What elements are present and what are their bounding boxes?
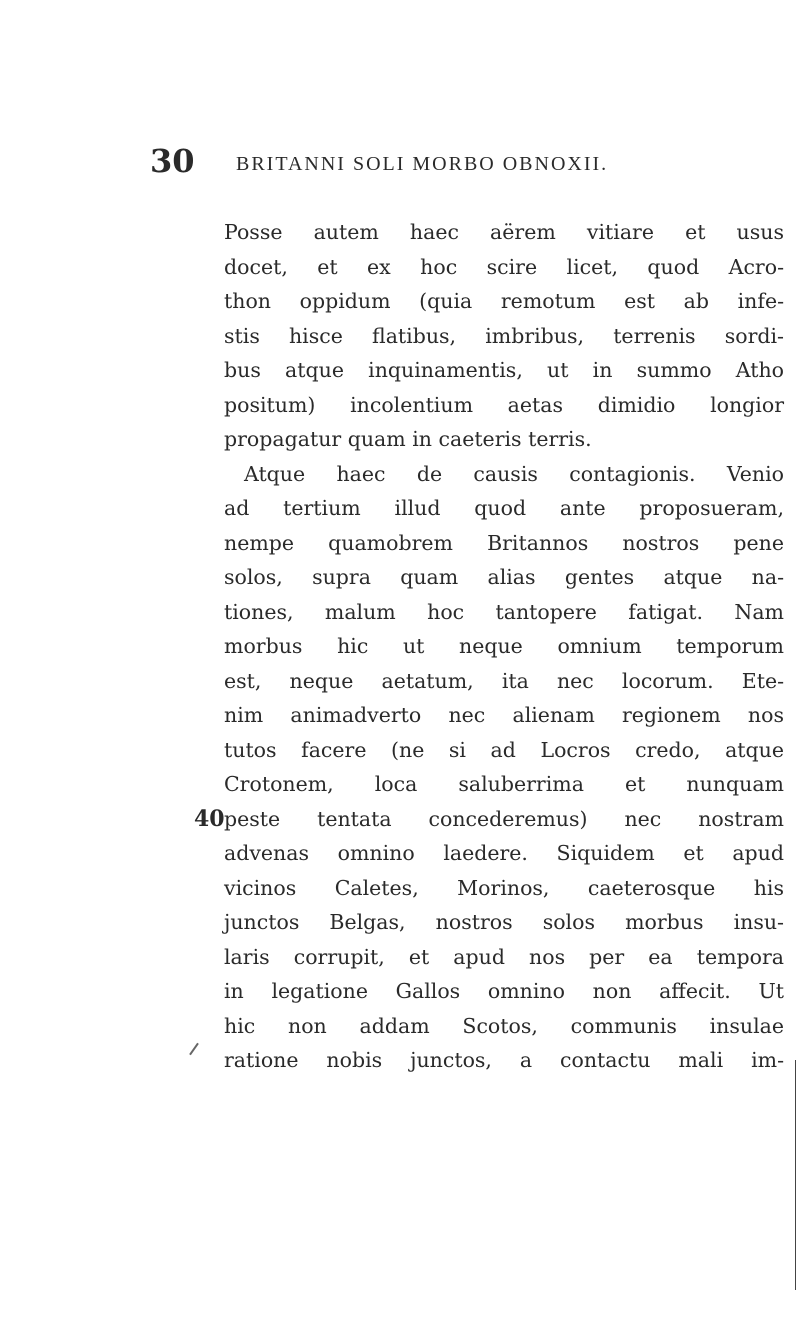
body-text xyxy=(194,215,784,1078)
text-line: Posse autem haec aërem vitiare et usus xyxy=(224,220,784,244)
text-line-numbered xyxy=(194,802,784,837)
text-line: positum) incolentium aetas dimidio longior xyxy=(224,392,784,417)
text-line: est, neque aetatum, ita nec locorum. Ete- xyxy=(224,668,784,693)
text-line: tiones, malum hoc tantopere fatigat. Nam xyxy=(224,599,784,624)
page-header xyxy=(0,141,800,181)
text-line: tutos facere (ne si ad Locros credo, atque xyxy=(224,737,784,762)
text-line: Atque haec de causis contagionis. Venio xyxy=(244,461,784,486)
text-line: docet, et ex hoc scire licet, quod Acro- xyxy=(224,254,784,279)
text-line: junctos Belgas, nostros solos morbus insu- xyxy=(224,910,784,934)
text-line: nempe quamobrem Britannos nostros pene xyxy=(224,530,784,555)
text-line: advenas omnino laedere. Siquidem et apud xyxy=(224,841,784,865)
text-line: propagatur quam in caeteris terris. xyxy=(224,427,592,451)
page-number: 30 xyxy=(150,142,195,180)
text-line: hic non addam Scotos, communis insulae xyxy=(224,1013,784,1038)
text-line: peste tentata concederemus) nec nostram xyxy=(224,806,784,831)
text-line: ad tertium illud quod ante proposueram, xyxy=(224,496,784,520)
line-number: 40 xyxy=(194,805,225,832)
text-line: in legatione Gallos omnino non affecit. Ut xyxy=(224,979,784,1003)
page-edge-line xyxy=(795,1060,796,1290)
text-line: thon oppidum (quia remotum est ab infe- xyxy=(224,289,784,313)
text-line: ratione nobis junctos, a contactu mali im- xyxy=(224,1048,784,1072)
text-line: morbus hic ut neque omnium temporum xyxy=(224,634,784,658)
text-line: bus atque inquinamentis, ut in summo Atho xyxy=(224,358,784,382)
text-line: vicinos Caletes, Morinos, caeterosque his xyxy=(224,875,784,900)
text-line: laris corrupit, et apud nos per ea tempora xyxy=(224,944,784,969)
text-line: Crotonem, loca saluberrima et nunquam xyxy=(224,772,784,796)
text-line: nim animadverto nec alienam regionem nos xyxy=(224,703,784,727)
text-line: solos, supra quam alias gentes atque na- xyxy=(224,565,784,589)
pencil-mark xyxy=(189,1043,199,1056)
text-line: stis hisce flatibus, imbribus, terrenis sordi- xyxy=(224,323,784,348)
running-head: BRITANNI SOLI MORBO OBNOXII. xyxy=(236,153,609,175)
